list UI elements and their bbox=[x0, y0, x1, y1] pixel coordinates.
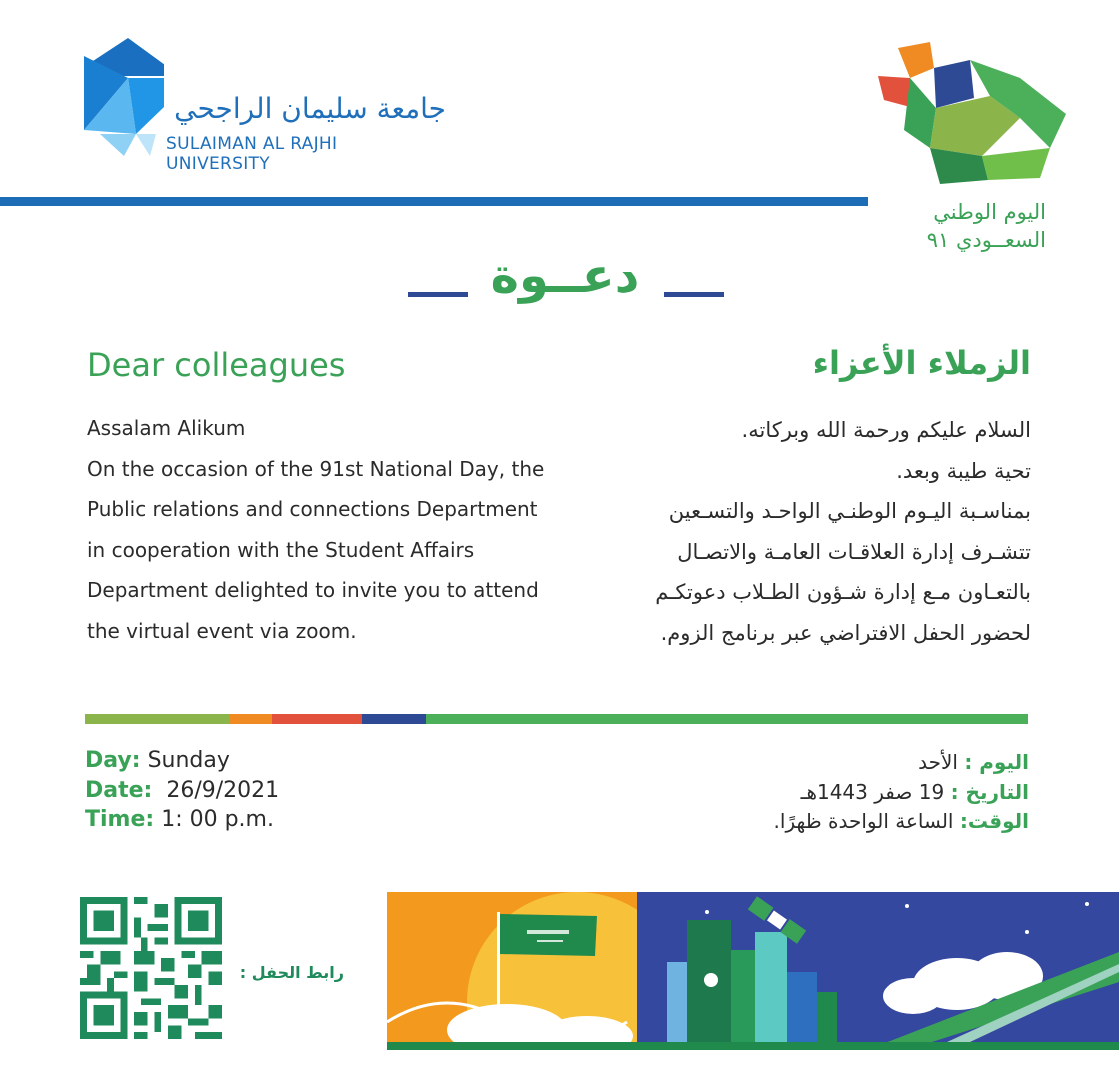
title-bar-right bbox=[664, 292, 724, 297]
day-row-en bbox=[85, 746, 279, 776]
english-event-details bbox=[85, 746, 279, 835]
invitation-title bbox=[400, 248, 730, 318]
university-name-english: SULAIMAN AL RAJHI UNIVERSITY bbox=[166, 134, 338, 174]
color-divider bbox=[85, 714, 1028, 724]
english-line: Assalam Alikum bbox=[87, 416, 246, 440]
arabic-line: تتشـرف إدارة العلاقـات العامـة والاتصـال bbox=[677, 539, 1031, 564]
qr-code-icon[interactable] bbox=[80, 897, 222, 1039]
divider-segment-navy bbox=[362, 714, 426, 724]
header-rule bbox=[0, 197, 868, 206]
day-row-ar bbox=[774, 748, 1029, 778]
time-row-en bbox=[85, 805, 279, 835]
english-line: On the occasion of the 91st National Day, the bbox=[87, 456, 545, 481]
title-text: دعــوة bbox=[490, 248, 640, 304]
event-link-qr[interactable] bbox=[80, 897, 222, 1039]
time-label-en: Time: bbox=[85, 807, 155, 832]
national-day-banner bbox=[387, 892, 1119, 1050]
university-logo bbox=[84, 38, 464, 174]
day-label-en: Day: bbox=[85, 748, 141, 773]
divider-segment-red bbox=[272, 714, 362, 724]
university-name-arabic: جامعة سليمان الراجحي bbox=[174, 92, 446, 125]
arabic-line: تحية طيبة وبعد. bbox=[896, 458, 1031, 483]
english-line: Department delighted to invite you to attend bbox=[87, 578, 539, 602]
national-day-skyline-banner-icon bbox=[387, 892, 1119, 1050]
national-day-logo bbox=[870, 38, 1080, 263]
day-value-en: Sunday bbox=[140, 748, 230, 773]
arabic-line: لحضور الحفل الافتراضي عبر برنامج الزوم. bbox=[660, 620, 1031, 645]
event-link-label: رابط الحفل : bbox=[239, 963, 344, 982]
arabic-line: بمناسـبة اليـوم الوطنـي الواحـد والتسـعين bbox=[668, 499, 1031, 523]
date-label-en: Date: bbox=[85, 777, 153, 803]
day-value-ar: الأحد bbox=[918, 750, 965, 774]
date-value-ar: 19 صفر 1443هـ bbox=[800, 779, 951, 804]
arabic-heading: الزملاء الأعزاء bbox=[812, 344, 1031, 382]
date-row-ar bbox=[774, 778, 1029, 808]
national-day-text-line2: السعــودي ٩١ bbox=[926, 228, 1046, 252]
day-label-ar: اليوم : bbox=[964, 750, 1029, 774]
divider-segment-orange bbox=[230, 714, 272, 724]
time-value-ar: الساعة الواحدة ظهرًا. bbox=[773, 809, 960, 833]
time-row-ar bbox=[774, 807, 1029, 837]
date-label-ar: التاريخ : bbox=[950, 779, 1029, 804]
english-line: in cooperation with the Student Affairs bbox=[87, 537, 475, 562]
divider-segment-lime bbox=[85, 714, 230, 724]
english-heading: Dear colleagues bbox=[87, 346, 346, 384]
english-body bbox=[87, 408, 557, 651]
arabic-line: السلام عليكم ورحمة الله وبركاته. bbox=[741, 418, 1031, 442]
date-value-en: 26/9/2021 bbox=[152, 777, 280, 803]
university-triangle-logo-icon bbox=[84, 38, 164, 162]
national-day-text-line1: اليوم الوطني bbox=[933, 200, 1046, 224]
arabic-event-details bbox=[774, 748, 1029, 837]
english-line: the virtual event via zoom. bbox=[87, 618, 357, 643]
arabic-body bbox=[591, 410, 1031, 653]
date-row-en bbox=[85, 776, 279, 806]
time-label-ar: الوقت: bbox=[959, 809, 1029, 833]
saudi-national-day-91-logo-icon bbox=[870, 38, 1080, 188]
time-value-en: 1: 00 p.m. bbox=[154, 807, 274, 832]
divider-segment-green bbox=[426, 714, 1028, 724]
english-line: Public relations and connections Department bbox=[87, 497, 538, 521]
arabic-line: بالتعـاون مـع إدارة شـؤون الطـلاب دعوتكـم bbox=[655, 580, 1031, 604]
